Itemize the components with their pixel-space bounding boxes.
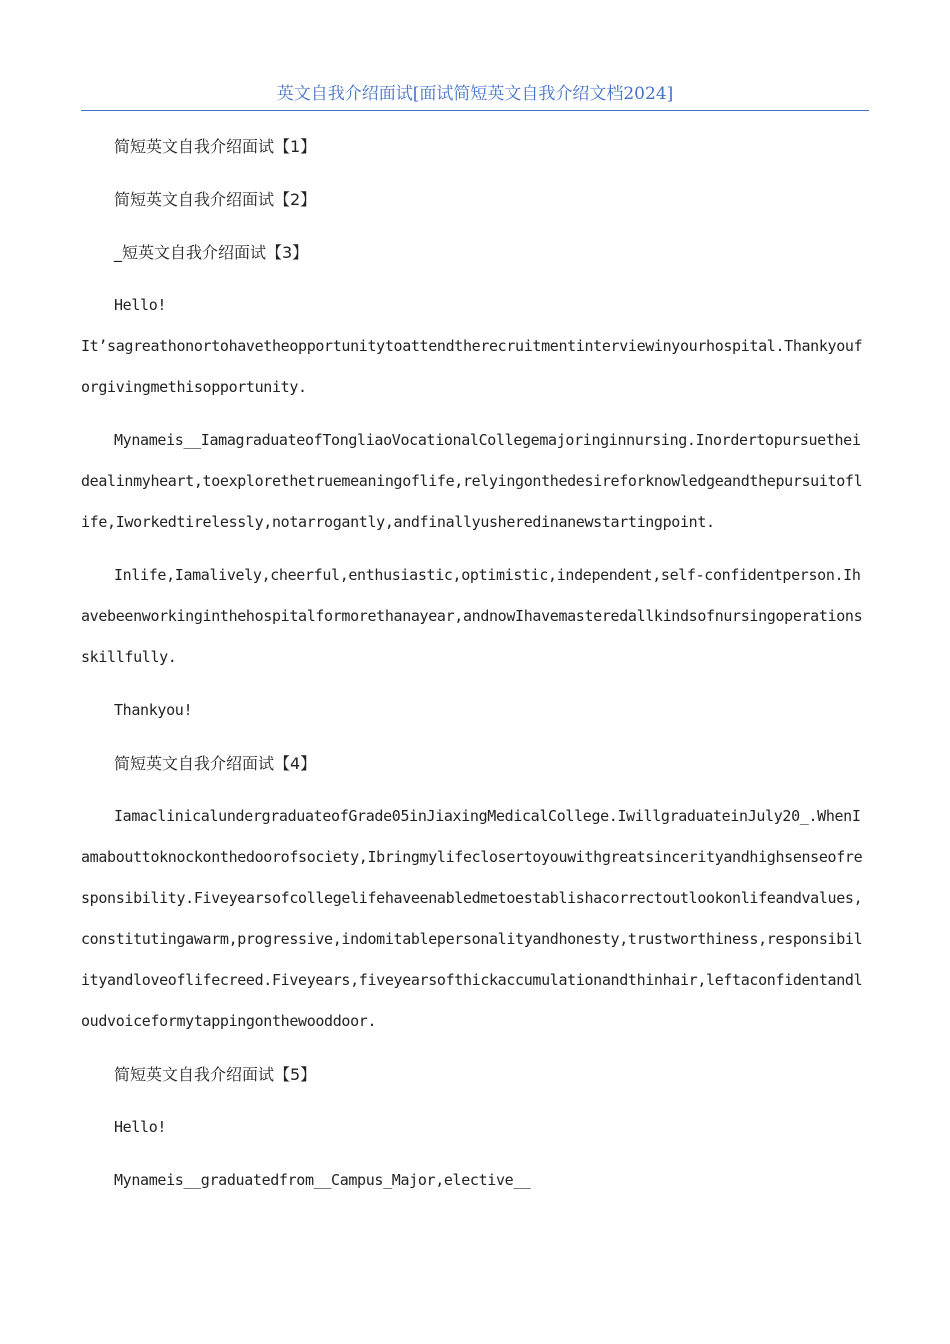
paragraph: Mynameis__graduatedfrom__Campus_Major,elective__ bbox=[114, 1171, 531, 1189]
paragraph: Inlife,Iamalively,cheerful,enthusiastic,optimistic,independent,self-confidentperson.Ihavebeenworkinginthehospitalformorethanayear,andnowIhavemasteredallkindsofnursingoperationsskillfully. bbox=[81, 566, 863, 666]
closing-text: Thankyou! bbox=[114, 701, 193, 719]
section-heading-5: 简短英文自我介绍面试【5】 bbox=[114, 1065, 317, 1084]
greeting-text: Hello! bbox=[114, 1118, 167, 1136]
document-title: 英文自我介绍面试[面试简短英文自我介绍文档2024] bbox=[276, 84, 674, 104]
section-heading-3: _短英文自我介绍面试【3】 bbox=[114, 243, 309, 262]
document-body bbox=[81, 126, 869, 1213]
greeting-text: Hello! bbox=[114, 296, 167, 314]
section-heading-4: 简短英文自我介绍面试【4】 bbox=[114, 754, 317, 773]
section-heading-1: 简短英文自我介绍面试【1】 bbox=[114, 137, 317, 156]
section-heading-2: 简短英文自我介绍面试【2】 bbox=[114, 190, 317, 209]
paragraph: It’sagreathonortohavetheopportunitytoattendtherecruitmentinterviewinyourhospital.Thankyouforgivingmethisopportunity. bbox=[81, 337, 863, 396]
paragraph: Mynameis__IamagraduateofTongliaoVocationalCollegemajoringinnursing.Inordertopursuetheidealinmyheart,toexplorethetruemeaningoflife,relyingonthedesireforknowledgeandthepursuitoflife,Iworkedtirelessly,notarrogantly,andfinallyusheredinanewstartingpoint. bbox=[81, 431, 863, 531]
document-header bbox=[81, 82, 869, 111]
paragraph: IamaclinicalundergraduateofGrade05inJiaxingMedicalCollege.IwillgraduateinJuly20_.WhenIamabouttoknockonthedoorofsociety,Ibringmylifeclosertoyouwithgreatsincerityandhighsenseofresponsibility.Fiveyearsofcollegelifehaveenabledmetoestablishacorrectoutlookonlifeandvalues,constitutingawarm,progressive,indomitablepersonalityandhonesty,trustworthiness,responsibilityandloveoflifecreed.Fiveyears,fiveyearsofthickaccumulationandthinhair,leftaconfidentandloudvoiceformytappingonthewooddoor. bbox=[81, 807, 863, 1030]
